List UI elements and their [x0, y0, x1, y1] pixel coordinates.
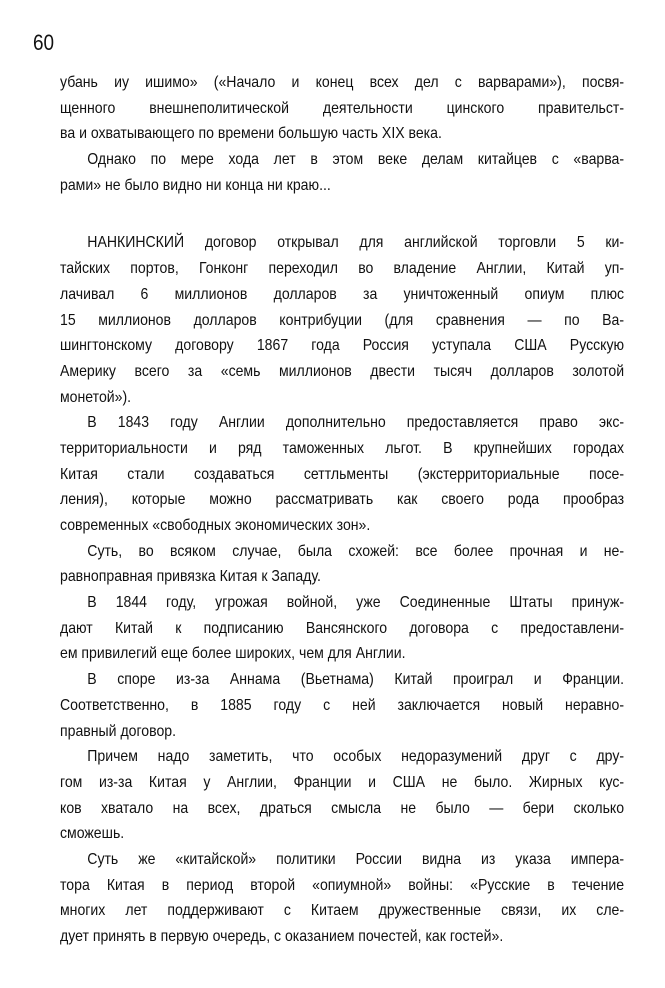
- paragraph: [60, 539, 624, 590]
- paragraph: [60, 230, 624, 410]
- text-line: В 1843 году Англии дополнительно предоставляется право экс-: [87, 414, 625, 432]
- text-line: В 1844 году, угрожая войной, уже Соединенные Штаты принуж-: [87, 594, 625, 612]
- text-line: монетой»).: [60, 388, 132, 406]
- paragraph: [60, 744, 624, 847]
- text-line: щенного внешнеполитической деятельности цинского правительст-: [60, 99, 625, 117]
- text-line: Однако по мере хода лет в этом веке делам китайцев с «варва-: [87, 151, 625, 169]
- text-line: сможешь.: [60, 825, 125, 843]
- page-number: 60: [33, 30, 55, 55]
- text-line: дует принять в первую очередь, с оказанием почестей, как гостей».: [60, 928, 504, 945]
- text-line: Америку всего за «семь миллионов двести тысяч долларов золотой: [60, 362, 625, 380]
- text-line: ем привилегий еще более широких, чем для Англии.: [60, 645, 406, 663]
- text-line: убань иу ишимо» («Начало и конец всех дел с варварами»), посвя-: [60, 74, 625, 91]
- text-line: ва и охватывающего по времени большую часть XIX века.: [60, 125, 442, 143]
- text-line: рами» не было видно ни конца ни краю...: [60, 176, 331, 194]
- text-line: многих лет поддерживают с Китаем дружественные связи, их сле-: [60, 902, 625, 920]
- body-text: [60, 70, 624, 950]
- text-line: современных «свободных экономических зон».: [60, 517, 371, 534]
- text-line: Китая стали создаваться сеттльменты (экстерриториальные посе-: [60, 465, 625, 483]
- text-line: тора Китая в период второй «опиумной» войны: «Русские в течение: [60, 876, 625, 894]
- text-line: территориальности и ряд таможенных льгот. В крупнейших городах: [60, 439, 625, 457]
- text-line: равноправная привязка Китая к Западу.: [60, 568, 321, 586]
- text-line: Соответственно, в 1885 году с ней заключается новый неравно-: [60, 696, 625, 714]
- text-line: гом из-за Китая у Англии, Франции и США не было. Жирных кус-: [60, 773, 625, 791]
- text-line: В споре из-за Аннама (Вьетнама) Китай проиграл и Франции.: [87, 671, 625, 689]
- paragraph: [60, 590, 624, 667]
- text-line: правный договор.: [60, 722, 177, 740]
- paragraph: [60, 410, 624, 538]
- text-line: НАНКИНСКИЙ договор открывал для английской торговли 5 ки-: [87, 234, 625, 252]
- text-line: ков хватало на всех, драться смысла не было — бери сколько: [60, 799, 625, 817]
- text-line: тайских портов, Гонконг переходил во владение Англии, Китай уп-: [60, 260, 625, 278]
- paragraph: [60, 147, 624, 198]
- section-gap: [60, 198, 624, 230]
- text-line: Причем надо заметить, что особых недоразумений друг с дру-: [87, 748, 625, 766]
- text-line: шингтонскому договору 1867 года Россия уступала США Русскую: [60, 337, 625, 355]
- paragraph: [60, 70, 624, 147]
- paragraph: [60, 667, 624, 744]
- text-line: Суть, во всяком случае, была схожей: все более прочная и не-: [87, 542, 625, 560]
- text-line: ления), которые можно рассматривать как своего рода прообраз: [60, 491, 625, 509]
- text-line: 15 миллионов долларов контрибуции (для сравнения — по Ва-: [60, 311, 625, 329]
- text-line: Суть же «китайской» политики России видна из указа импера-: [87, 850, 625, 868]
- text-line: дают Китай к подписанию Вансянского договора с предоставлени-: [60, 619, 625, 637]
- text-line: лачивал 6 миллионов долларов за уничтоженный опиум плюс: [60, 285, 625, 303]
- paragraph: [60, 847, 624, 950]
